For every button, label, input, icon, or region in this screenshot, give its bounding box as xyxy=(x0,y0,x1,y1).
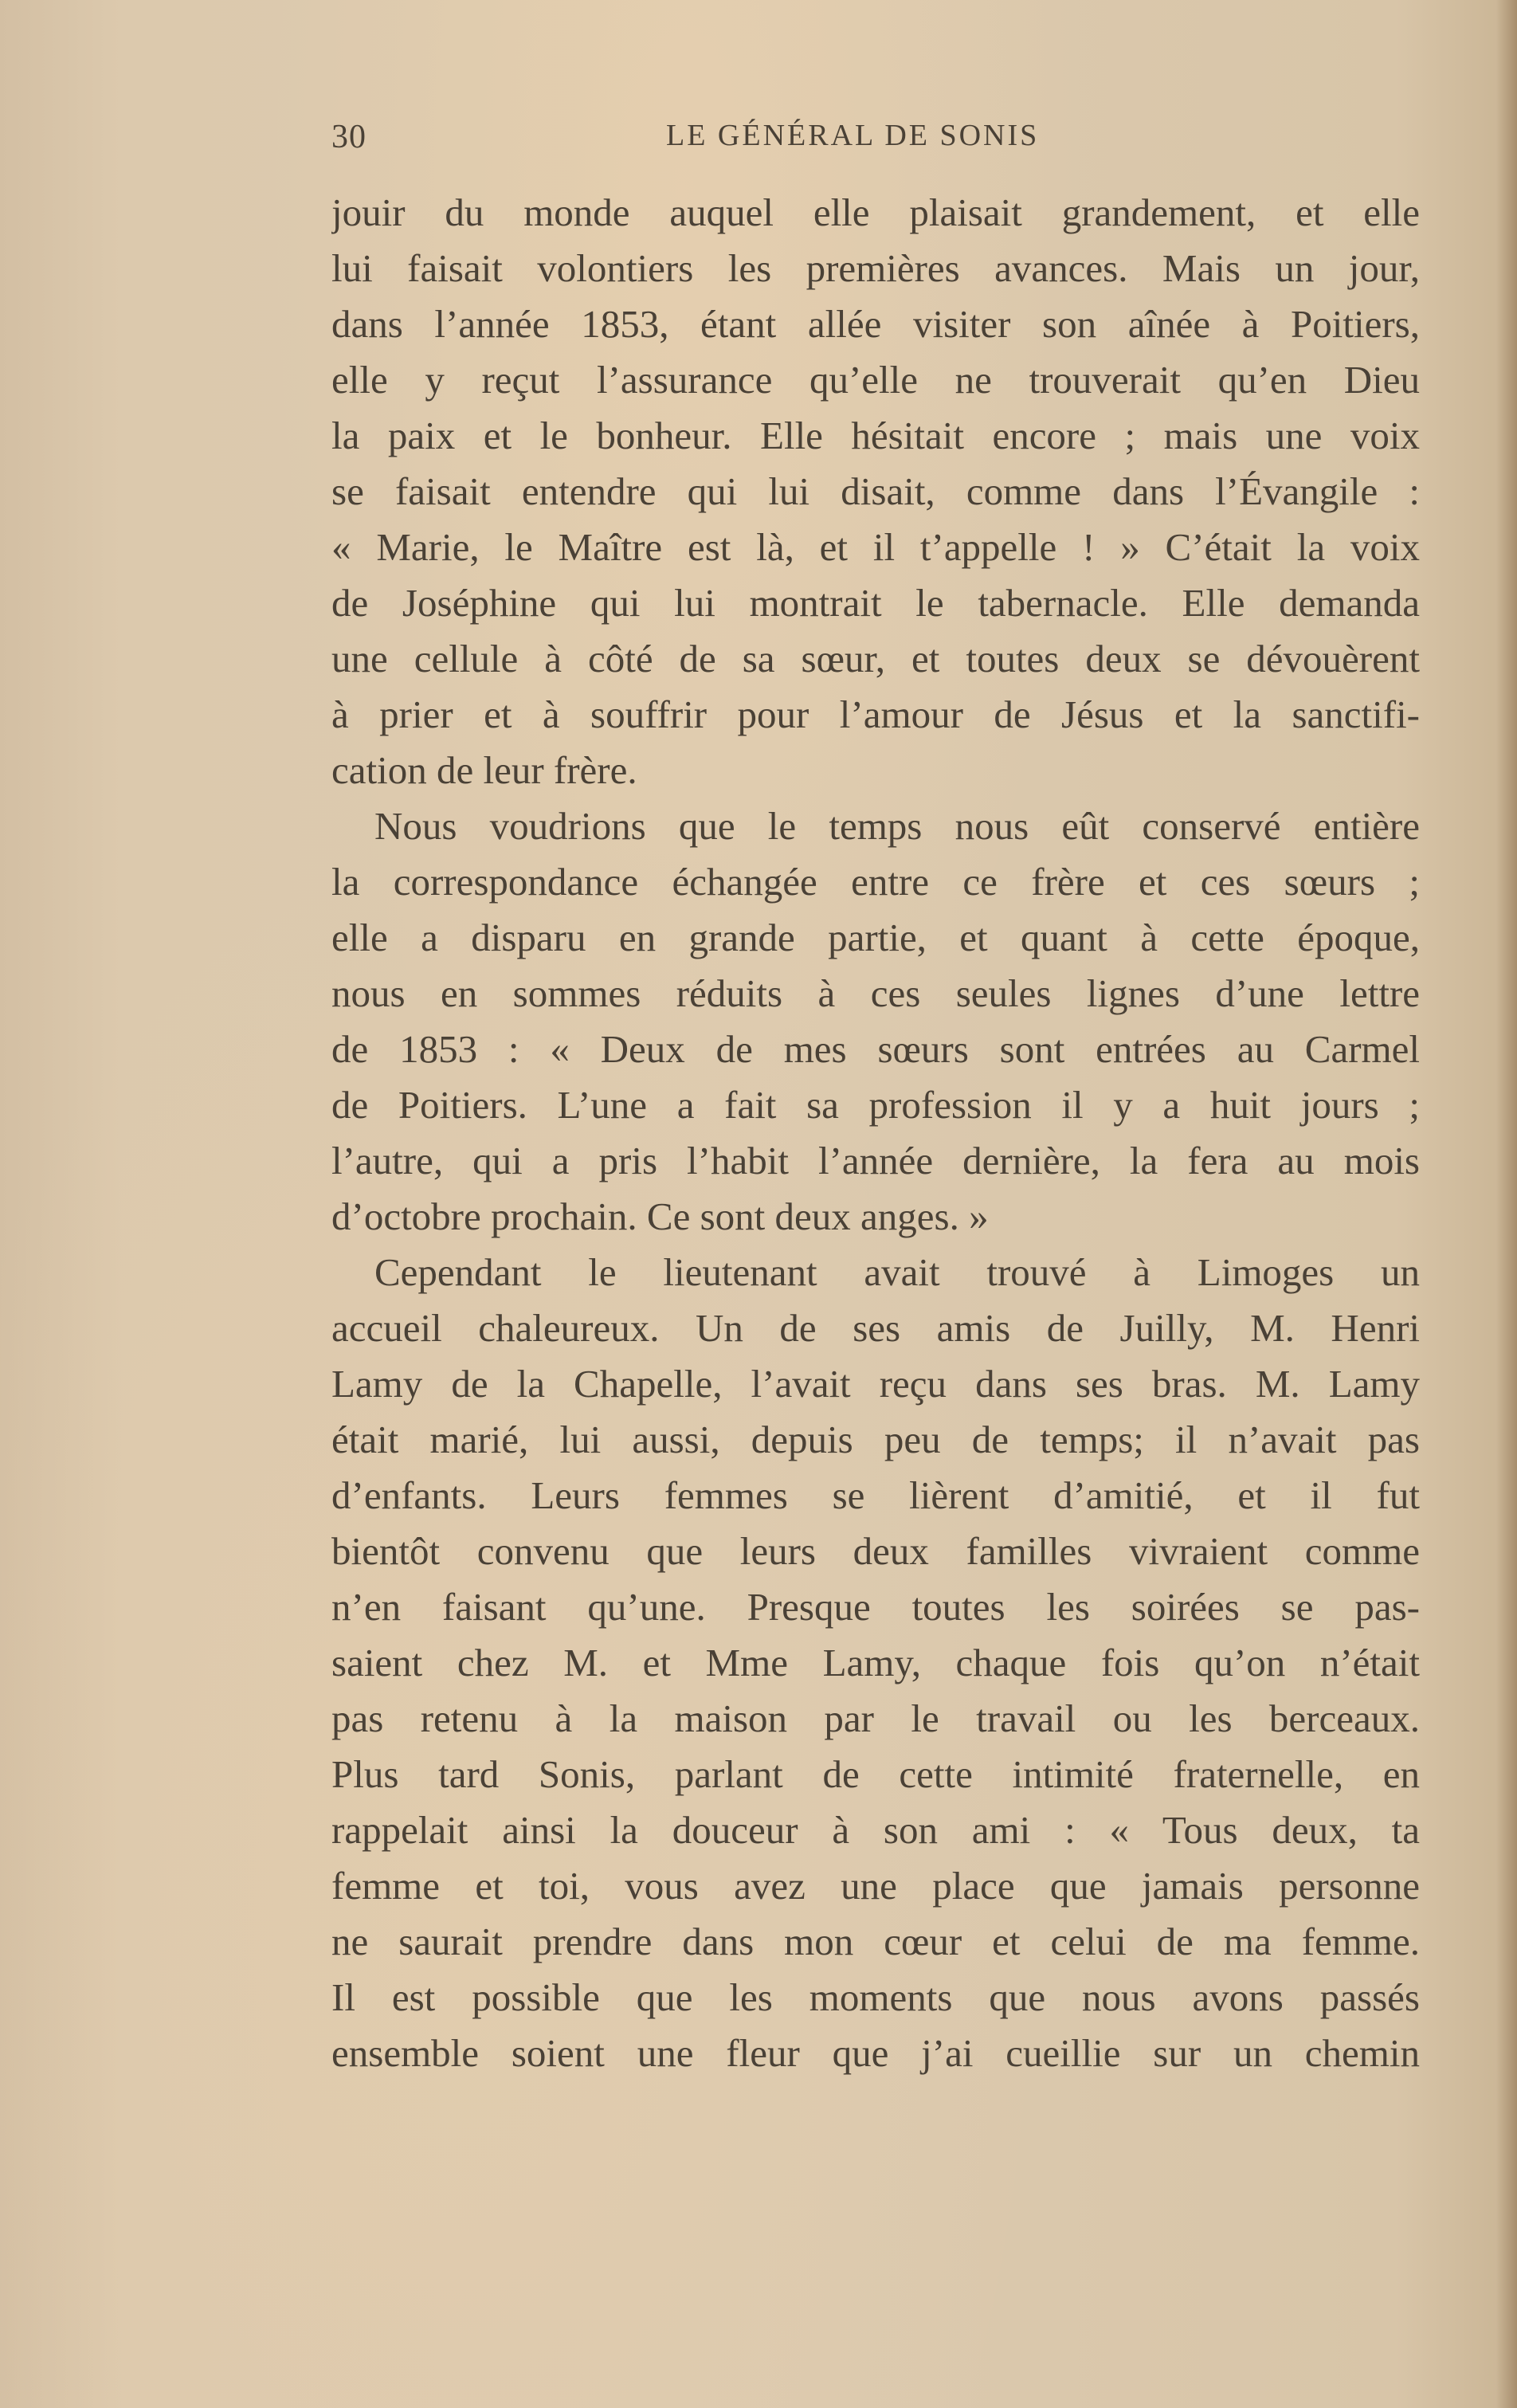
body-text xyxy=(331,185,1420,2081)
text-line: accueil chaleureux. Un de ses amis de Juilly, M. Henri xyxy=(331,1306,1420,1350)
text-line: femme et toi, vous avez une place que jamais personne xyxy=(331,1864,1420,1908)
text-line: saient chez M. et Mme Lamy, chaque fois qu’on n’était xyxy=(331,1641,1420,1684)
text-line: Cependant le lieutenant avait trouvé à Limoges un xyxy=(374,1250,1420,1294)
text-line: pas retenu à la maison par le travail ou les berceaux. xyxy=(331,1696,1420,1740)
text-line: ensemble soient une fleur que j’ai cueillie sur un chemin xyxy=(331,2031,1420,2075)
text-line: de Poitiers. L’une a fait sa profession il y a huit jours ; xyxy=(331,1083,1420,1127)
text-line: se faisait entendre qui lui disait, comme dans l’Évangile : xyxy=(331,469,1420,513)
text-line: lui faisait volontiers les premières avances. Mais un jour, xyxy=(331,246,1420,290)
text-line: d’octobre prochain. Ce sont deux anges. » xyxy=(331,1194,989,1238)
page-header xyxy=(331,118,1420,163)
running-title: LE GÉNÉRAL DE SONIS xyxy=(666,119,1040,152)
text-line: de Joséphine qui lui montrait le tabernacle. Elle demanda xyxy=(331,581,1420,625)
text-line: jouir du monde auquel elle plaisait grandement, et elle xyxy=(331,190,1420,234)
text-line: était marié, lui aussi, depuis peu de temps; il n’avait pas xyxy=(331,1418,1420,1461)
page-edge-shadow xyxy=(1496,0,1517,2408)
text-line: de 1853 : « Deux de mes sœurs sont entrées au Carmel xyxy=(331,1027,1420,1071)
text-line: Lamy de la Chapelle, l’avait reçu dans ses bras. M. Lamy xyxy=(331,1362,1420,1406)
text-line: Plus tard Sonis, parlant de cette intimité fraternelle, en xyxy=(331,1752,1420,1796)
text-line: rappelait ainsi la douceur à son ami : « Tous deux, ta xyxy=(331,1808,1420,1852)
text-line: Il est possible que les moments que nous avons passés xyxy=(331,1975,1420,2019)
text-line: cation de leur frère. xyxy=(331,748,637,792)
text-line: la paix et le bonheur. Elle hésitait encore ; mais une voix xyxy=(331,414,1420,457)
text-line: l’autre, qui a pris l’habit l’année dernière, la fera au mois xyxy=(331,1139,1420,1182)
text-line: dans l’année 1853, étant allée visiter son aînée à Poitiers, xyxy=(331,302,1420,346)
text-line: « Marie, le Maître est là, et il t’appelle ! » C’était la voix xyxy=(331,525,1420,569)
text-line: bientôt convenu que leurs deux familles vivraient comme xyxy=(331,1529,1420,1573)
text-line: d’enfants. Leurs femmes se lièrent d’amitié, et il fut xyxy=(331,1473,1420,1517)
page-number: 30 xyxy=(331,119,367,155)
text-line: Nous voudrions que le temps nous eût conservé entière xyxy=(374,804,1420,848)
text-line: la correspondance échangée entre ce frère et ces sœurs ; xyxy=(331,860,1420,904)
text-line: n’en faisant qu’une. Presque toutes les soirées se pas- xyxy=(331,1585,1420,1629)
text-line: ne saurait prendre dans mon cœur et celui de ma femme. xyxy=(331,1920,1420,1963)
text-line: elle y reçut l’assurance qu’elle ne trouverait qu’en Dieu xyxy=(331,358,1420,402)
text-line: elle a disparu en grande partie, et quant à cette époque, xyxy=(331,916,1420,959)
text-line: nous en sommes réduits à ces seules lignes d’une lettre xyxy=(331,971,1420,1015)
text-line: une cellule à côté de sa sœur, et toutes deux se dévouèrent xyxy=(331,637,1420,680)
text-line: à prier et à souffrir pour l’amour de Jésus et la sanctifi- xyxy=(331,692,1420,736)
